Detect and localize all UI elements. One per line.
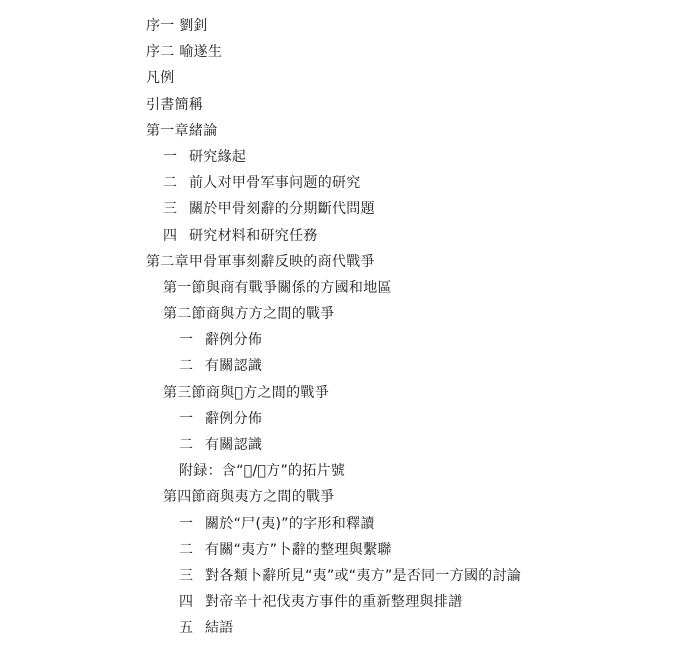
item-text: 研究緣起 bbox=[189, 148, 247, 165]
toc-section-3-appendix[interactable]: 附録：含“𠫑/𠫑方”的拓片號 bbox=[179, 463, 346, 480]
item-number: 一 bbox=[163, 148, 177, 165]
item-text: 前人对甲骨军事问题的研究 bbox=[189, 175, 361, 192]
toc-section-3-title[interactable]: 第三節商與𠫑方之間的戰爭 bbox=[163, 384, 330, 401]
toc-chapter-1-item[interactable] bbox=[0, 144, 697, 170]
item-number: 四 bbox=[163, 227, 177, 244]
item-number: 三 bbox=[163, 201, 177, 218]
toc-section-3-item[interactable] bbox=[0, 432, 697, 458]
toc-chapter-2-title[interactable]: 第二章甲骨軍事刻辭反映的商代戰爭 bbox=[146, 253, 375, 270]
toc-section-1-title[interactable]: 第一節與商有戰爭關係的方國和地區 bbox=[163, 279, 392, 296]
toc-section-4-item[interactable] bbox=[0, 537, 697, 563]
item-text: 關於“尸(夷)”的字形和釋讀 bbox=[205, 515, 375, 532]
item-text: 有關“夷方”卜辭的整理與繫聯 bbox=[205, 541, 392, 558]
toc-section-3-item[interactable] bbox=[0, 406, 697, 432]
item-number: 二 bbox=[179, 358, 193, 375]
item-number: 一 bbox=[179, 515, 193, 532]
toc-entry-fanli[interactable]: 凡例 bbox=[146, 70, 175, 87]
toc-chapter-1-item[interactable] bbox=[0, 196, 697, 222]
item-text: 關於甲骨刻辭的分期斷代問題 bbox=[189, 201, 375, 218]
toc-section-4-title[interactable]: 第四節商與夷方之間的戰爭 bbox=[163, 489, 335, 506]
item-text: 對各類卜辭所見“夷”或“夷方”是否同一方國的討論 bbox=[205, 567, 522, 584]
item-number: 三 bbox=[179, 567, 193, 584]
item-text: 研究材料和研究任務 bbox=[189, 227, 318, 244]
item-number: 二 bbox=[179, 541, 193, 558]
toc-chapter-1-title[interactable]: 第一章緒論 bbox=[146, 122, 218, 139]
item-text: 辭例分佈 bbox=[205, 332, 263, 349]
toc-section-2-item[interactable] bbox=[0, 327, 697, 353]
item-number: 一 bbox=[179, 410, 193, 427]
item-text: 有關認識 bbox=[205, 358, 263, 375]
toc-chapter-1-item[interactable] bbox=[0, 170, 697, 196]
toc-section-4-item[interactable] bbox=[0, 589, 697, 615]
toc-section-2-title[interactable]: 第二節商與方方之間的戰爭 bbox=[163, 306, 335, 323]
toc-section-2-item[interactable] bbox=[0, 353, 697, 379]
toc-section-4-item[interactable] bbox=[0, 563, 697, 589]
toc-entry-abbreviations[interactable]: 引書簡稱 bbox=[146, 96, 204, 113]
table-of-contents bbox=[0, 13, 697, 642]
item-number: 一 bbox=[179, 332, 193, 349]
toc-entry-preface-2[interactable]: 序二 喻遂生 bbox=[146, 44, 223, 61]
item-number: 五 bbox=[179, 620, 193, 637]
item-text: 對帝辛十祀伐夷方事件的重新整理與排譜 bbox=[205, 594, 463, 611]
item-text: 辭例分佈 bbox=[205, 410, 263, 427]
item-text: 有關認識 bbox=[205, 437, 263, 453]
item-number: 四 bbox=[179, 594, 193, 611]
toc-chapter-1-item[interactable] bbox=[0, 223, 697, 249]
item-text: 結語 bbox=[205, 620, 234, 637]
toc-entry-preface-1[interactable]: 序一 劉釗 bbox=[146, 18, 208, 34]
item-number: 二 bbox=[163, 175, 177, 192]
item-number: 二 bbox=[179, 437, 193, 453]
toc-section-4-item[interactable] bbox=[0, 615, 697, 641]
toc-section-4-item[interactable] bbox=[0, 511, 697, 537]
